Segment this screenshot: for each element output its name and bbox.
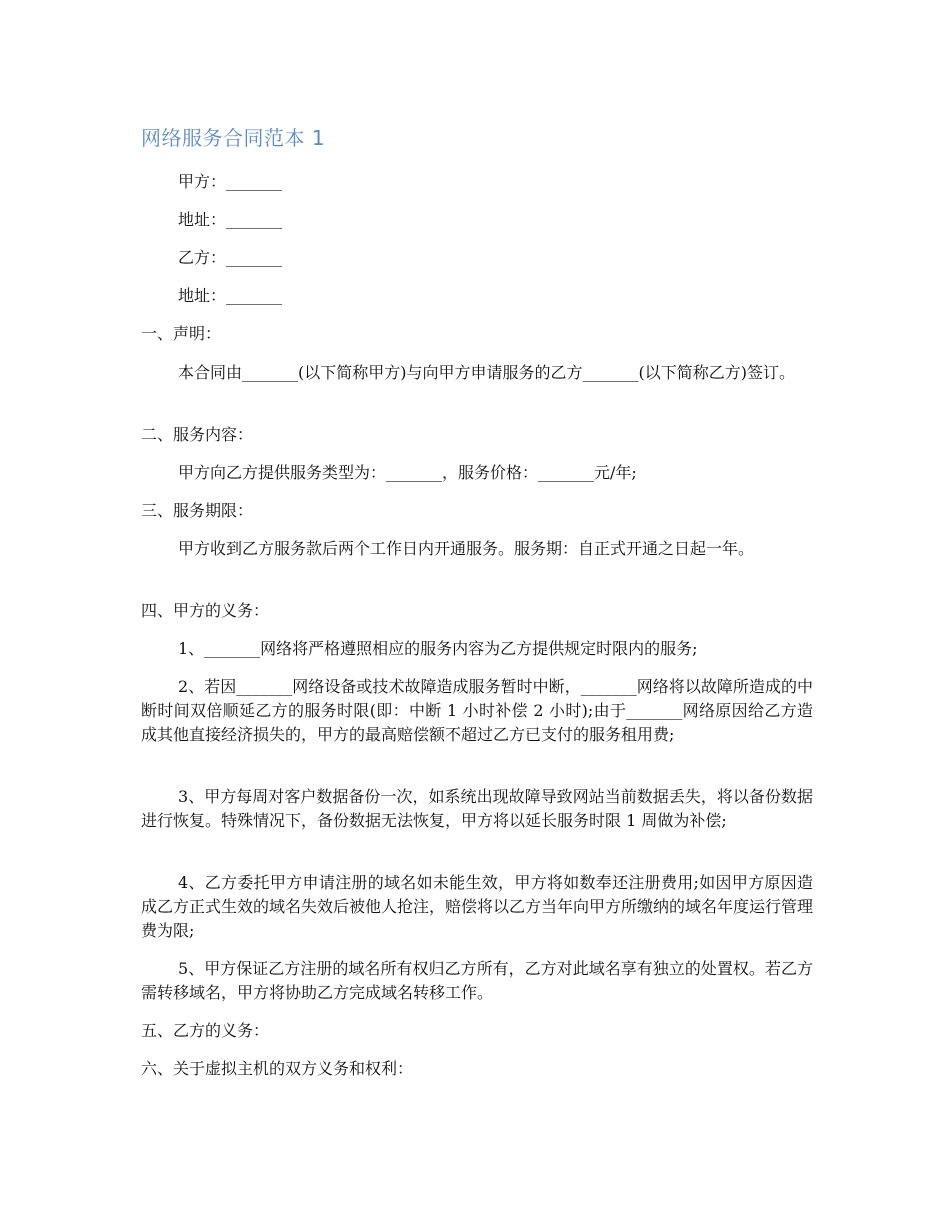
party-b-line: 乙方：_______ — [178, 248, 283, 267]
paragraph-service-content: 甲方向乙方提供服务类型为：_______，服务价格：_______元/年; — [178, 463, 637, 482]
section-heading-service-period: 三、服务期限： — [141, 501, 254, 520]
section-heading-virtual-host: 六、关于虚拟主机的双方义务和权利： — [141, 1059, 414, 1078]
party-a-line: 甲方：_______ — [178, 172, 283, 191]
paragraph-declaration: 本合同由_______(以下简称甲方)与向甲方申请服务的乙方_______(以下简称乙方)签订。 — [178, 363, 795, 382]
document-title: 网络服务合同范本 1 — [141, 126, 326, 150]
section-heading-declaration: 一、声明： — [141, 324, 222, 343]
section-heading-party-a-obligations: 四、甲方的义务： — [141, 601, 270, 620]
section-heading-service-content: 二、服务内容： — [141, 425, 254, 444]
paragraph-service-period: 甲方收到乙方服务款后两个工作日内开通服务。服务期：自正式开通之日起一年。 — [178, 539, 755, 558]
section-heading-party-b-obligations: 五、乙方的义务： — [141, 1021, 270, 1040]
party-a-address-line: 地址：_______ — [178, 210, 283, 229]
list-item-obligation-4: 4、乙方委托甲方申请注册的域名如未能生效，甲方将如数奉还注册费用;如因甲方原因造成乙方正式生效的域名失效后被他人抢注，赔偿将以乙方当年向甲方所缴纳的域名年度运行管理费为限; — [141, 873, 814, 940]
list-item-obligation-1: 1、_______网络将严格遵照相应的服务内容为乙方提供规定时限内的服务; — [178, 639, 698, 658]
list-item-obligation-5: 5、甲方保证乙方注册的域名所有权归乙方所有，乙方对此域名享有独立的处置权。若乙方需转移域名，甲方将协助乙方完成域名转移工作。 — [141, 959, 813, 1002]
list-item-obligation-3: 3、甲方每周对客户数据备份一次，如系统出现故障导致网站当前数据丢失，将以备份数据进行恢复。特殊情况下，备份数据无法恢复，甲方将以延长服务时限 1 周做为补偿; — [141, 787, 813, 830]
list-item-obligation-2: 2、若因_______网络设备或技术故障造成服务暂时中断，_______网络将以故障所造成的中断时间双倍顺延乙方的服务时限(即：中断 1 小时补偿 2 小时);由于_______网络原因给乙方造成其他直接经济损失的，甲方的最高赔偿额不超过乙方已支付的服务租用费; — [141, 677, 813, 744]
party-b-address-line: 地址：_______ — [178, 286, 283, 305]
